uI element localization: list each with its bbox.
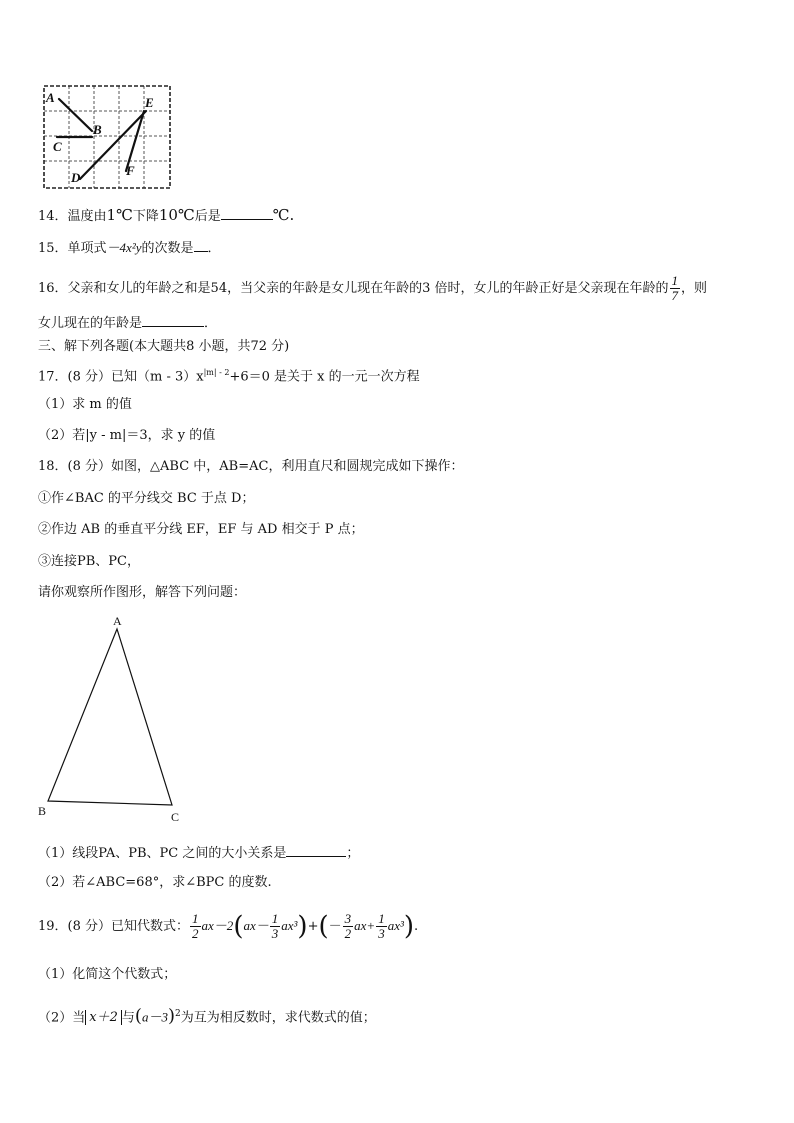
monomial-expr: －4x²y (106, 240, 142, 255)
abs-value-expr: x＋2 (85, 1010, 122, 1025)
label-f: F (126, 163, 135, 178)
question-18-sub1: （1）线段PA、PB、PC 之间的大小关系是 ； (38, 846, 360, 861)
vertex-b-label: B (38, 804, 47, 818)
question-18-step3: ③连接PB、PC， (38, 554, 140, 569)
triangle-abc (48, 629, 172, 805)
question-18-stem: 18．(8 分）如图，△ABC 中，AB=AC，利用直尺和圆规完成如下操作： (38, 459, 464, 474)
question-19-sub2: （2）当 x＋2 与$(a-3)^2$为互为相反数时，求代数式的值； (38, 1005, 376, 1027)
section-3-heading: 三、解下列各题(本大题共8 小题，共72 分) (38, 339, 290, 354)
triangle-abc-figure (34, 612, 194, 828)
question-19: 19．(8 分）已知代数式： $\frac{1}{2}$ ax－2(ax－ $\frac{1}{3}$ ax³)+(－ $\frac{3}{2}$ ax+ $\frac{1}{3}$ ax³). (38, 911, 419, 942)
label-c: C (53, 139, 62, 154)
question-16-line2: 女儿现在的年龄是 ． (38, 316, 218, 331)
question-14: 14．温度由1℃下降10℃后是 ℃. (38, 206, 295, 224)
question-15: 15．单项式－4x²y的次数是 ． (38, 240, 221, 256)
grid-figure (40, 84, 174, 192)
question-18-step2: ②作边 AB 的垂直平分线 EF，EF 与 AD 相交于 P 点； (38, 522, 364, 537)
question-17-sub2: （2）若|y - m|＝3，求 y 的值 (38, 428, 216, 443)
label-a: A (46, 90, 55, 105)
question-18-step1: ①作∠BAC 的平分线交 BC 于点 D； (38, 491, 255, 506)
question-18-observe: 请你观察所作图形，解答下列问题： (38, 585, 247, 600)
question-17-sub1: （1）求 m 的值 (38, 397, 132, 412)
question-19-sub1: （1）化简这个代数式； (38, 967, 177, 982)
label-d: D (71, 170, 81, 185)
answer-blank-18[interactable] (286, 844, 346, 857)
question-17: 17．(8 分）已知$(m - 3)x^{|m| - 2}+6=0$ 是关于 x 的一元一次方程 (38, 368, 420, 385)
answer-blank-15[interactable] (194, 239, 208, 252)
label-e: E (145, 95, 154, 110)
squared-expr: a－3 (141, 1009, 168, 1025)
fraction-one-seventh: $\frac{1}{7}$ (671, 273, 678, 303)
segment-ef (126, 111, 144, 171)
question-18-sub2: （2）若∠ABC=68°，求∠BPC 的度数. (38, 875, 272, 890)
segment-de (80, 111, 146, 179)
vertex-c-label: C (171, 810, 180, 824)
segment-ab (59, 99, 92, 131)
answer-blank-16[interactable] (142, 314, 204, 327)
vertex-a-label: A (113, 614, 122, 628)
question-16-line1: 16．父亲和女儿的年龄之和是54，当父亲的年龄是女儿现在年龄的3 倍时，女儿的年龄正好是父亲现在年龄的 $\frac{1}{7}$ ，则 (38, 273, 708, 303)
answer-blank-14[interactable] (221, 207, 273, 220)
label-b: B (93, 122, 102, 137)
